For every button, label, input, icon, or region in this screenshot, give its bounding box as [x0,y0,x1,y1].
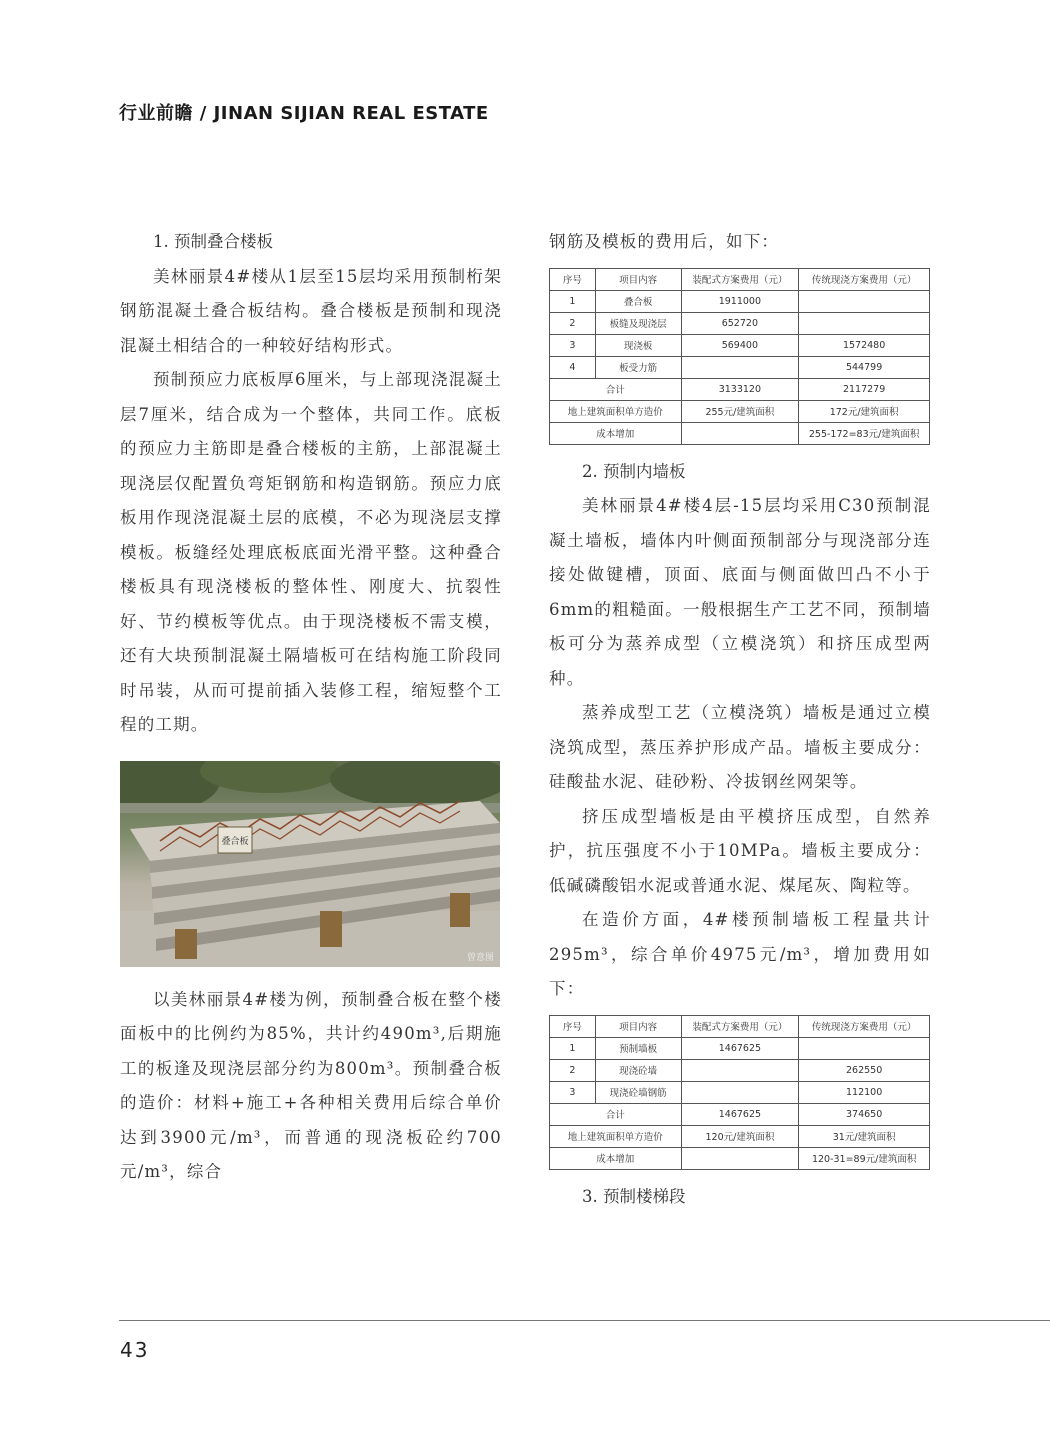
heading-precast-wall: 2. 预制内墙板 [582,461,686,481]
heading-precast-stair: 3. 预制楼梯段 [582,1186,686,1206]
table-header-cell: 装配式方案费用（元） [681,268,799,290]
table-cell: 预制墙板 [595,1037,681,1059]
table-header-cell: 序号 [550,268,596,290]
table-cell: 1572480 [799,334,930,356]
paragraph: 在造价方面，4#楼预制墙板工程量共计295m³，综合单价4975元/m³，增加费用如下： [549,910,931,998]
table-cell: 成本增加 [550,1147,682,1169]
table-cell: 合计 [550,378,682,400]
paragraph: 以美林丽景4#楼为例，预制叠合板在整个楼面板中的比例约为85%，共计约490m³,后期施工的板逢及现浇层部分约为800m³。预制叠合板的造价：材料+施工+各种相关费用后综合单价达到3900元/m³，而普通的现浇板砼约700元/m³，综合 [120,989,502,1181]
paragraph: 美林丽景4#楼从1层至15层均采用预制桁架钢筋混凝土叠合板结构。叠合楼板是预制和现浇混凝土相结合的一种较好结构形式。 [120,266,502,355]
table-cell: 2 [550,1059,596,1081]
table-cell [681,1059,799,1081]
section-header: 行业前瞻 / JINAN SIJIAN REAL ESTATE [119,103,489,124]
table-unit-cost-row [550,400,930,422]
paragraph: 蒸养成型工艺（立模浇筑）墙板是通过立模浇筑成型，蒸压养护形成产品。墙板主要成分：硅酸盐水泥、硅砂粉、冷拔钢丝网架等。 [549,703,931,791]
table-header-cell: 装配式方案费用（元） [681,1015,799,1037]
right-column [549,225,931,1214]
table-cell: 2117279 [799,378,930,400]
table-row [550,1081,930,1103]
table-cell: 合计 [550,1103,682,1125]
footer-divider [119,1320,1050,1321]
table-cell: 3 [550,334,596,356]
table-cell: 1 [550,1037,596,1059]
table-cell: 262550 [799,1059,930,1081]
slab-sign-label: 叠合板 [221,836,249,847]
table-row [550,312,930,334]
slab-stack-illustration [120,761,500,967]
table-cell: 地上建筑面积单方造价 [550,1125,682,1147]
table-total-row [550,378,930,400]
table-increase-row [550,422,930,444]
table-cell: 1 [550,290,596,312]
table-header-cell: 传统现浇方案费用（元） [799,268,930,290]
cost-table-wall-panel [549,1015,930,1170]
table-cell: 现浇砼墙 [595,1059,681,1081]
photo-stacked-slabs [120,761,500,967]
table-header-row [550,268,930,290]
table-cell: 112100 [799,1081,930,1103]
paragraph: 预制预应力底板厚6厘米，与上部现浇混凝土层7厘米，结合成为一个整体，共同工作。底板的预应力主筋即是叠合楼板的主筋，上部混凝土现浇层仅配置负弯矩钢筋和构造钢筋。预应力底板用作现浇混凝土层的底模，不必为现浇层支撑模板。板缝经处理底板底面光滑平整。这种叠合楼板具有现浇楼板的整体性、刚度大、抗裂性好、节约模板等优点。由于现浇楼板不需支模，还有大块预制混凝土隔墙板可在结构施工阶段同时吊装，从而可提前插入装修工程，缩短整个工程的工期。 [120,370,502,734]
table-cell: 3133120 [681,378,799,400]
table-header-row [550,1015,930,1037]
table-cell [799,312,930,334]
table-row [550,334,930,356]
table-cell [799,1037,930,1059]
table-cell: 1467625 [681,1037,799,1059]
table-cell: 板受力筋 [595,356,681,378]
paragraph: 钢筋及模板的费用后，如下： [549,232,780,251]
table-header-cell: 序号 [550,1015,596,1037]
table-cell [681,1081,799,1103]
table-row [550,1037,930,1059]
paragraph: 美林丽景4#楼4层-15层均采用C30预制混凝土墙板，墙体内叶侧面预制部分与现浇部分连接处做键槽，顶面、底面与侧面做凹凸不小于6mm的粗糙面。一般根据生产工艺不同，预制墙板可分为蒸养成型（立模浇筑）和挤压成型两种。 [549,496,931,688]
table-cell: 255-172=83元/建筑面积 [799,422,930,444]
photo-credit: 曾意图 [466,952,494,963]
table-cell: 板缝及现浇层 [595,312,681,334]
table-cell: 叠合板 [595,290,681,312]
page-number: 43 [120,1338,150,1362]
table-header-cell: 传统现浇方案费用（元） [799,1015,930,1037]
table-cell [681,422,799,444]
table-cell: 现浇板 [595,334,681,356]
table-cell: 成本增加 [550,422,682,444]
table-increase-row [550,1147,930,1169]
table-cell: 地上建筑面积单方造价 [550,400,682,422]
table-cell [681,1147,799,1169]
paragraph: 挤压成型墙板是由平模挤压成型，自然养护，抗压强度不小于10MPa。墙板主要成分：低碱磷酸铝水泥或普通水泥、煤尾灰、陶粒等。 [549,806,931,895]
table-cell: 3 [550,1081,596,1103]
table-cell: 255元/建筑面积 [681,400,799,422]
table-unit-cost-row [550,1125,930,1147]
table-row [550,290,930,312]
table-header-cell: 项目内容 [595,268,681,290]
table-cell: 374650 [799,1103,930,1125]
table-row [550,1059,930,1081]
left-column [120,225,502,1190]
table-cell: 544799 [799,356,930,378]
heading-precast-slab: 1. 预制叠合楼板 [153,232,273,251]
table-row [550,356,930,378]
table-cell: 120元/建筑面积 [681,1125,799,1147]
table-cell: 569400 [681,334,799,356]
table-total-row [550,1103,930,1125]
table-cell: 2 [550,312,596,334]
table-header-cell: 项目内容 [595,1015,681,1037]
table-cell: 652720 [681,312,799,334]
table-cell: 现浇砼墙钢筋 [595,1081,681,1103]
table-cell: 4 [550,356,596,378]
table-cell [681,356,799,378]
table-cell [799,290,930,312]
table-cell: 31元/建筑面积 [799,1125,930,1147]
cost-table-floor-slab [549,268,930,445]
table-cell: 1467625 [681,1103,799,1125]
table-cell: 120-31=89元/建筑面积 [799,1147,930,1169]
table-cell: 172元/建筑面积 [799,400,930,422]
table-cell: 1911000 [681,290,799,312]
